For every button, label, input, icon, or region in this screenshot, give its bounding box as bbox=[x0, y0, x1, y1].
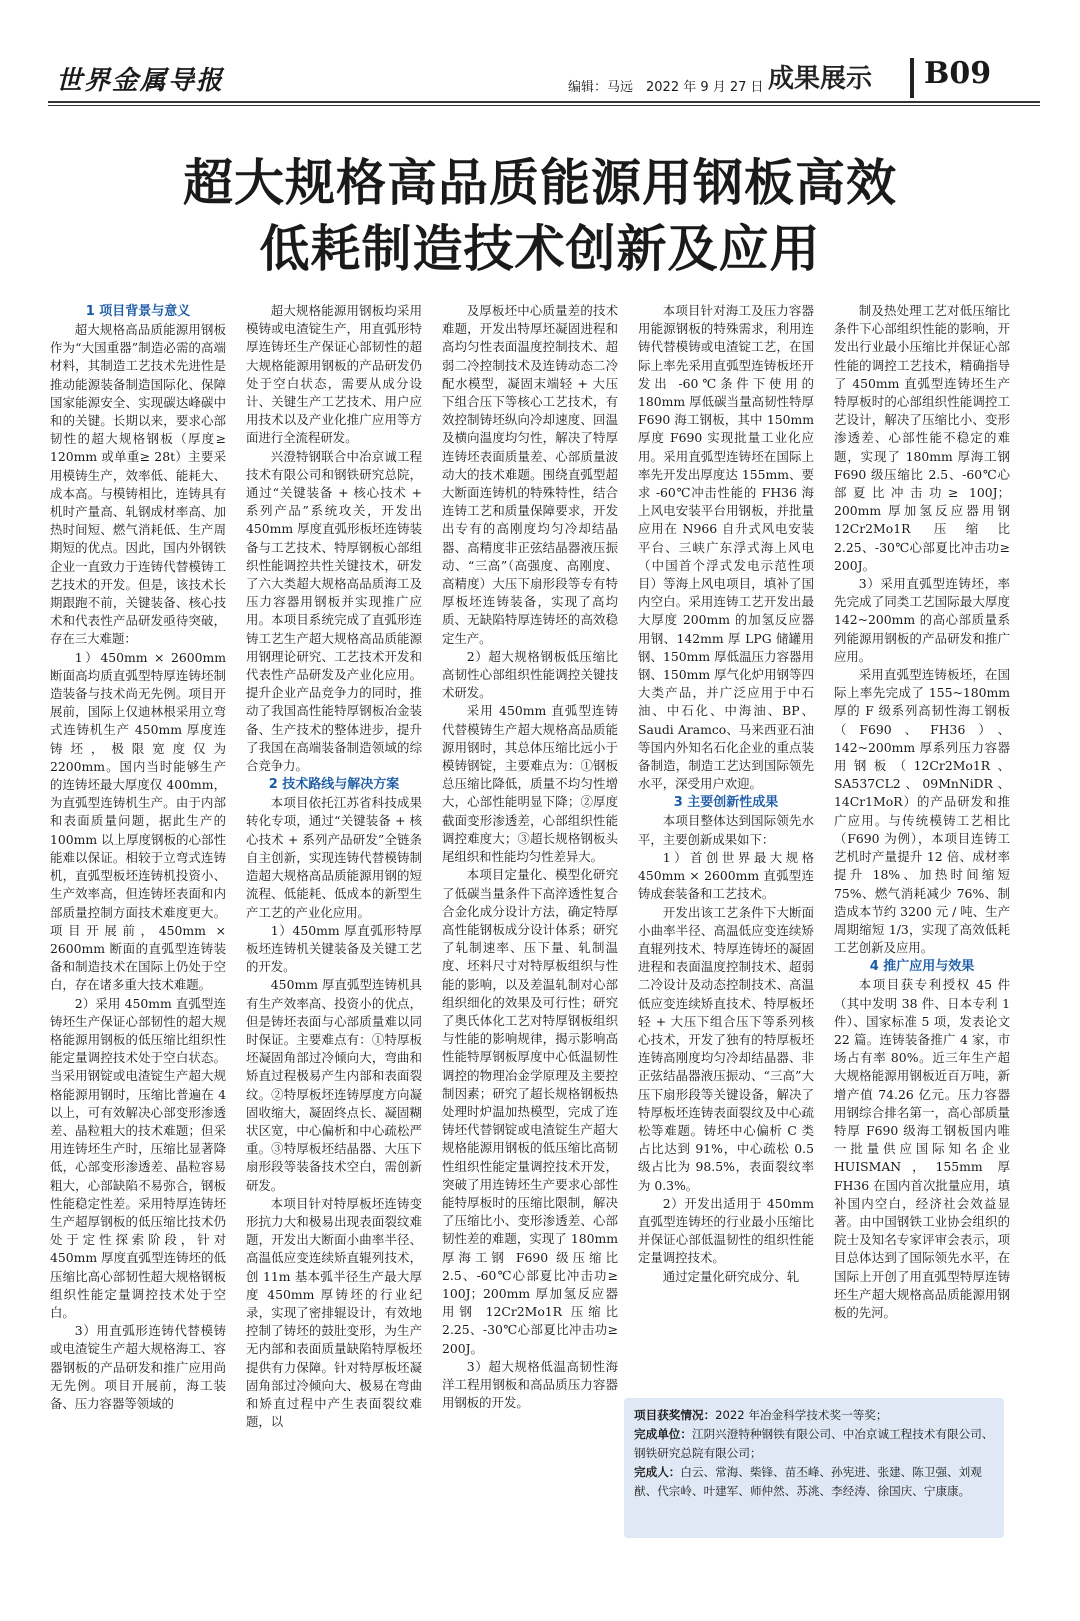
body-paragraph: 3）采用直弧型连铸坯，率先完成了同类工艺国际最大厚度 142~200mm 的高心部质量系列能源用钢板的产品研发和推广应用。 bbox=[834, 576, 1010, 664]
award-text: 2022 年冶金科学技术奖一等奖； bbox=[715, 1408, 888, 1422]
page-divider bbox=[910, 58, 914, 98]
body-paragraph: 2）开发出适用于 450mm 直弧型连铸坯的行业最小压缩比并保证心部低温韧性的组织性能定量调控技术。 bbox=[638, 1195, 814, 1266]
body-paragraph: 2）超大规格钢板低压缩比高韧性心部组织性能调控关键技术研发。 bbox=[442, 648, 618, 701]
column-2 bbox=[246, 302, 422, 1527]
body-paragraph: 本项目针对特厚板坯连铸变形抗力大和极易出现表面裂纹难题，开发出大断面小曲率半径、高温低应变连续矫直辊列技术，创 11m 基本弧半径生产最大厚度 450mm 厚铸坯的行业纪录，实现了密排辊设计，有效地控制了铸坯的鼓肚变形，为生产无内部和表面质量缺陷特厚板坯提供有力保障。针对特厚板坯凝固角部过冷倾向大、极易在弯曲和矫直过程中产生表面裂纹难题，以 bbox=[246, 1195, 422, 1430]
body-paragraph: 制及热处理工艺对低压缩比条件下心部组织性能的影响，开发出行业最小压缩比并保证心部性能的调控工艺技术，精确指导了 450mm 直弧型连铸坯生产特厚板时的心部组织性能调控工艺设计，解决了压缩比小、变形渗透差、心部性能不稳定的难题，实现了 180mm 厚海工钢 F690 级压缩比 2.5、-60℃心部夏比冲击功≥ 100J；200mm 厚加氢反应器用钢 12Cr2Mo1R 压缩比 2.25、-30℃心部夏比冲击功≥ 200J。 bbox=[834, 303, 1010, 573]
body-paragraph: 1）450mm × 2600mm 断面高均质直弧型特厚连铸坯制造装备与技术尚无先例。项目开展前，国际上仅迪林根采用立弯式连铸机生产 450mm 厚度连铸坯，极限宽度仅为 2200mm。国内当时能够生产的连铸坯最大厚度仅 400mm，为直弧型连铸机生产。由于内部和表面质量问题，据此生产的 100mm 以上厚度钢板的心部性能难以保证。相较于立弯式连铸机，直弧型板坯连铸机投资小、生产效率高，但连铸坯表面和内部质量控制方面技术难度更大。项目开展前，450mm × 2600mm 断面的直弧型连铸装备和制造技术在国际上仍处于空白，存在诸多重大技术难题。 bbox=[50, 649, 226, 993]
header-rule bbox=[48, 101, 1040, 103]
body-paragraph: 450mm 厚直弧型连铸机具有生产效率高、投资小的优点，但是铸坯表面与心部质量难以同时保证。主要难点有：①特厚板坯凝固角部过冷倾向大，弯曲和矫直过程极易产生内部和表面裂纹。②特厚板坯连铸厚度方向凝固收缩大，凝固终点长、凝固糊状区宽，中心偏析和中心疏松严重。③特厚板坯结晶器、大压下扇形段等装备技术空白，需创新研发。 bbox=[246, 977, 422, 1193]
header-rule-thin bbox=[48, 105, 1040, 106]
people-text: 白云、常海、柴锋、苗丕峰、孙宪进、张建、陈卫强、刘观猷、代宗岭、叶建军、师仲然、苏洮、李经涛、徐国庆、宁康康。 bbox=[634, 1465, 982, 1498]
section-title: 成果展示 bbox=[768, 64, 873, 94]
body-paragraph: 本项目依托江苏省科技成果转化专项，通过“关键装备 + 核心技术 + 系列产品研发”全链条自主创新，实现连铸代替模铸制造超大规格高品质能源用钢的短流程、低能耗、低成本的新型生产工艺的产业化应用。 bbox=[246, 795, 422, 920]
body-paragraph: 本项目整体达到国际领先水平，主要创新成果如下： bbox=[638, 813, 814, 847]
column-5 bbox=[834, 302, 1010, 1362]
body-paragraph: 本项目定量化、模型化研究了低碳当量条件下高淬透性复合合金化成分设计方法，确定特厚高性能钢板成分设计体系；研究了轧制速率、压下量、轧制温度、坯料尺寸对特厚板组织与性能的影响，以及差温轧制对心部组织细化的效果及可行性；研究了奥氏体化工艺对特厚钢板组织与性能的影响规律，揭示影响高性能特厚钢板厚度中心低温韧性调控的物理冶金学原理及主要控制因素；研究了超长规格钢板热处理时炉温加热模型，完成了连铸坯代替钢锭或电渣锭生产超大规格能源用钢板的低压缩比高韧性组织性能定量调控技术开发，突破了用连铸坯生产要求心部性能特厚板时的压缩比限制，解决了压缩比小、变形渗透差、心部韧性差的难题，实现了 180mm 厚海工钢 F690 级压缩比 2.5、-60℃心部夏比冲击功≥ 100J；200mm 厚加氢反应器用钢 12Cr2Mo1R 压缩比 2.25、-30℃心部夏比冲击功≥ 200J。 bbox=[442, 867, 618, 1356]
column-1 bbox=[50, 302, 226, 1527]
masthead bbox=[48, 58, 1040, 102]
body-paragraph: 3）超大规格低温高韧性海洋工程用钢板和高品质压力容器用钢板的开发。 bbox=[442, 1358, 618, 1411]
body-paragraph: 开发出该工艺条件下大断面小曲率半径、高温低应变连续矫直辊列技术、特厚连铸坯的凝固进程和表面温度控制技术、超弱二冷设计及动态控制技术、高温低应变连续矫直技术、特厚板坯轻 + 大压下组合压下等系列核心技术，开发了独有的特厚板坯连铸高刚度均匀冷却结晶器、非正弦结晶器液压振动、“三高”大压下扇形段等关键设备，解决了特厚板坯连铸表面裂纹及中心疏松等难题。铸坯中心偏析 C 类占比达到 91%，中心疏松 0.5 级占比为 98.5%，表面裂纹率为 0.3%。 bbox=[638, 904, 814, 1193]
award-label: 项目获奖情况： bbox=[634, 1408, 716, 1422]
body-paragraph: 采用 450mm 直弧型连铸代替模铸生产超大规格高品质能源用钢时，其总体压缩比远小于模铸钢锭，主要难点为：①钢板总压缩比降低，质量不均匀性增大，心部性能明显下降；②厚度截面变形渗透差，心部组织性能调控难度大；③超长规格钢板头尾组织和性能均匀性差异大。 bbox=[442, 703, 618, 865]
headline-line-2: 低耗制造技术创新及应用 bbox=[259, 219, 821, 278]
body-paragraph: 通过定量化研究成分、轧 bbox=[662, 1268, 800, 1284]
editor-date: 编辑：马远 2022 年 9 月 27 日 bbox=[568, 80, 764, 95]
award-info-box bbox=[624, 1398, 1004, 1538]
column-3 bbox=[442, 302, 618, 1527]
section-heading: 2 技术路线与解决方案 bbox=[268, 777, 400, 793]
body-paragraph: 本项目获专利授权 45 件（其中发明 38 件、日本专利 1 件）、国家标准 5 项，发表论文 22 篇。连铸装备推广 4 家，市场占有率 80%。近三年生产超大规格能源用钢板近百万吨，新增产值 74.26 亿元。压力容器用钢综合排名第一，高心部质量特厚 F690 级海工钢板国内唯一批量供应国际知名企业 HUISMAN，155mm 厚 FH36 在国内首次批量应用，填补国内空白，经济社会效益显著。由中国钢铁工业协会组织的院士及知名专家评审会表示，项目总体达到了国际领先水平，在国际上开创了用直弧型特厚连铸坯生产超大规格高品质能源用钢板的先河。 bbox=[834, 977, 1010, 1320]
page-number: B09 bbox=[924, 56, 992, 91]
body-paragraph: 1）首创世界最大规格 450mm × 2600mm 直弧型连铸成套装备和工艺技术。 bbox=[638, 849, 814, 902]
article-headline bbox=[60, 150, 1020, 282]
people-label: 完成人： bbox=[634, 1465, 681, 1479]
units-text: 江阴兴澄特种钢铁有限公司、中冶京诚工程技术有限公司、钢铁研究总院有限公司； bbox=[634, 1427, 994, 1460]
headline-line-1: 超大规格高品质能源用钢板高效 bbox=[183, 153, 897, 212]
body-paragraph: 超大规格能源用钢板均采用模铸或电渣锭生产，用直弧形特厚连铸坯生产保证心部韧性的超大规格能源用钢板的产品研发仍处于空白状态，需要从成分设计、关键生产工艺技术、用户应用技术以及产业化推广应用等方面进行全流程研发。 bbox=[246, 303, 422, 446]
section-heading: 4 推广应用与效果 bbox=[869, 959, 975, 975]
newspaper-logo: 世界金属导报 bbox=[56, 66, 225, 96]
column-4 bbox=[638, 302, 814, 1527]
article-body bbox=[50, 302, 1040, 1527]
body-paragraph: 本项目针对海工及压力容器用能源钢板的特殊需求，利用连铸代替模铸或电渣锭工艺，在国际上率先采用直弧型连铸板坯开发出 -60℃条件下使用的 180mm 厚低碳当量高韧性特厚 F690 海工钢板，其中 150mm 厚度 F690 实现批量工业化应用。采用直弧型连铸坯在国际上率先开发出厚度达 155mm、要求 -60℃冲击性能的 FH36 海上风电安装平台用钢板，并批量应用在 N966 自升式风电安装平台、三峡广东浮式海上风电（中国首个浮式发电示范性项目）等海上风电项目，填补了国内空白。采用连铸工艺开发出最大厚度 200mm 的加氢反应器用钢、142mm 厚 LPG 储罐用钢、150mm 厚低温压力容器用钢、150mm 厚气化炉用钢等四大类产品，并广泛应用于中石油、中石化、中海油、BP、Saudi Aramco、马来西亚石油等国内外知名石化企业的重点装备制造，制造工艺达到国际领先水平，深受用户欢迎。 bbox=[638, 303, 814, 792]
body-paragraph: 采用直弧型连铸板坯，在国际上率先完成了 155~180mm 厚的 F 级系列高韧性海工钢板（F690、FH36）、142~200mm 厚系列压力容器用钢板（12Cr2Mo1R、SA537CL2、09MnNiDR、14Cr1MoR）的产品研发和推广应用。与传统模铸工艺相比（F690 为例），本项目连铸工艺机时产量提升 12 倍、成材率提升 18%、加热时间缩短 75%、燃气消耗减少 76%、制造成本节约 3200 元 / 吨、生产周期缩短 1/3，实现了高效低耗工艺创新及应用。 bbox=[834, 667, 1010, 956]
section-heading: 3 主要创新性成果 bbox=[673, 795, 779, 811]
body-paragraph: 1）450mm 厚直弧形特厚板坯连铸机关键装备及关键工艺的开发。 bbox=[246, 922, 422, 975]
body-paragraph: 及厚板坯中心质量差的技术难题，开发出特厚坯凝固进程和高均匀性表面温度控制技术、超弱二冷控制技术及连铸动态二冷配水模型，凝固末端轻 + 大压下组合压下等核心工艺技术，有效控制铸坯纵向冷却速度、回温及横向温度均匀性，解决了特厚连铸坯表面质量差、心部质量波动大的技术难题。围绕直弧型超大断面连铸机的特殊特性，结合连铸工艺和质量保障要求，开发出专有的高刚度均匀冷却结晶器、高精度非正弦结晶器液压振动、“三高”（高强度、高刚度、高精度）大压下扇形段等专有特厚板坯连铸装备，实现了高均质、无缺陷特厚连铸坯的高效稳定生产。 bbox=[442, 303, 618, 646]
body-paragraph: 超大规格高品质能源用钢板作为“大国重器”制造必需的高端材料，其制造工艺技术先进性是推动能源装备制造国际化、保障国家能源安全、实现碳达峰碳中和的关键。长期以来，要求心部韧性的超大规格钢板（厚度≥ 120mm 或单重≥ 28t）主要采用模铸生产，效率低、能耗大、成本高。与模铸相比，连铸具有机时产量高、轧钢成材率高、加热时间短、燃气消耗低、生产周期短的优点。因此，国内外钢铁企业一直致力于连铸代替模铸工艺技术的开发。但是，该技术长期跟跑不前，关键装备、核心技术和代表性产品研发亟待突破，存在三大难题： bbox=[50, 322, 226, 647]
section-heading: 1 项目背景与意义 bbox=[85, 304, 191, 319]
body-paragraph: 兴澄特钢联合中冶京诚工程技术有限公司和钢铁研究总院，通过“关键装备 + 核心技术 + 系列产品”系统攻关，开发出 450mm 厚度直弧形板坯连铸装备与工艺技术、特厚钢板心部组织性能调控共性关键技术，研发了六大类超大规格高品质海工及压力容器用钢板并实现推广应用。本项目系统完成了直弧形连铸工艺生产超大规格高品质能源用钢理论研究、工艺技术开发和代表性产品研发及产业化应用。提升企业产品竞争力的同时，推动了我国高性能特厚钢板冶金装备、生产技术的整体进步，提升了我国在高端装备制造领域的综合竞争力。 bbox=[246, 448, 422, 774]
units-label: 完成单位： bbox=[634, 1427, 692, 1441]
body-paragraph: 2）采用 450mm 直弧型连铸坯生产保证心部韧性的超大规格能源用钢板的低压缩比组织性能定量调控技术处于空白状态。当采用钢锭或电渣锭生产超大规格能源用钢时，压缩比普遍在 4 以上，可有效解决心部变形渗透差、晶粒粗大的技术难题；但采用连铸坯生产时，压缩比显著降低，心部变形渗透差、晶粒容易粗大，心部缺陷不易弥合，钢板性能稳定性差。采用特厚连铸坯生产超厚钢板的低压缩比技术仍处于定性探索阶段，针对 450mm 厚度直弧型连铸坯的低压缩比高心部韧性超大规格钢板组织性能定量调控技术处于空白。 bbox=[50, 995, 226, 1320]
body-paragraph: 3）用直弧形连铸代替模铸或电渣锭生产超大规格海工、容器钢板的产品研发和推广应用尚无先例。项目开展前，海工装备、压力容器等领域的 bbox=[50, 1323, 226, 1411]
